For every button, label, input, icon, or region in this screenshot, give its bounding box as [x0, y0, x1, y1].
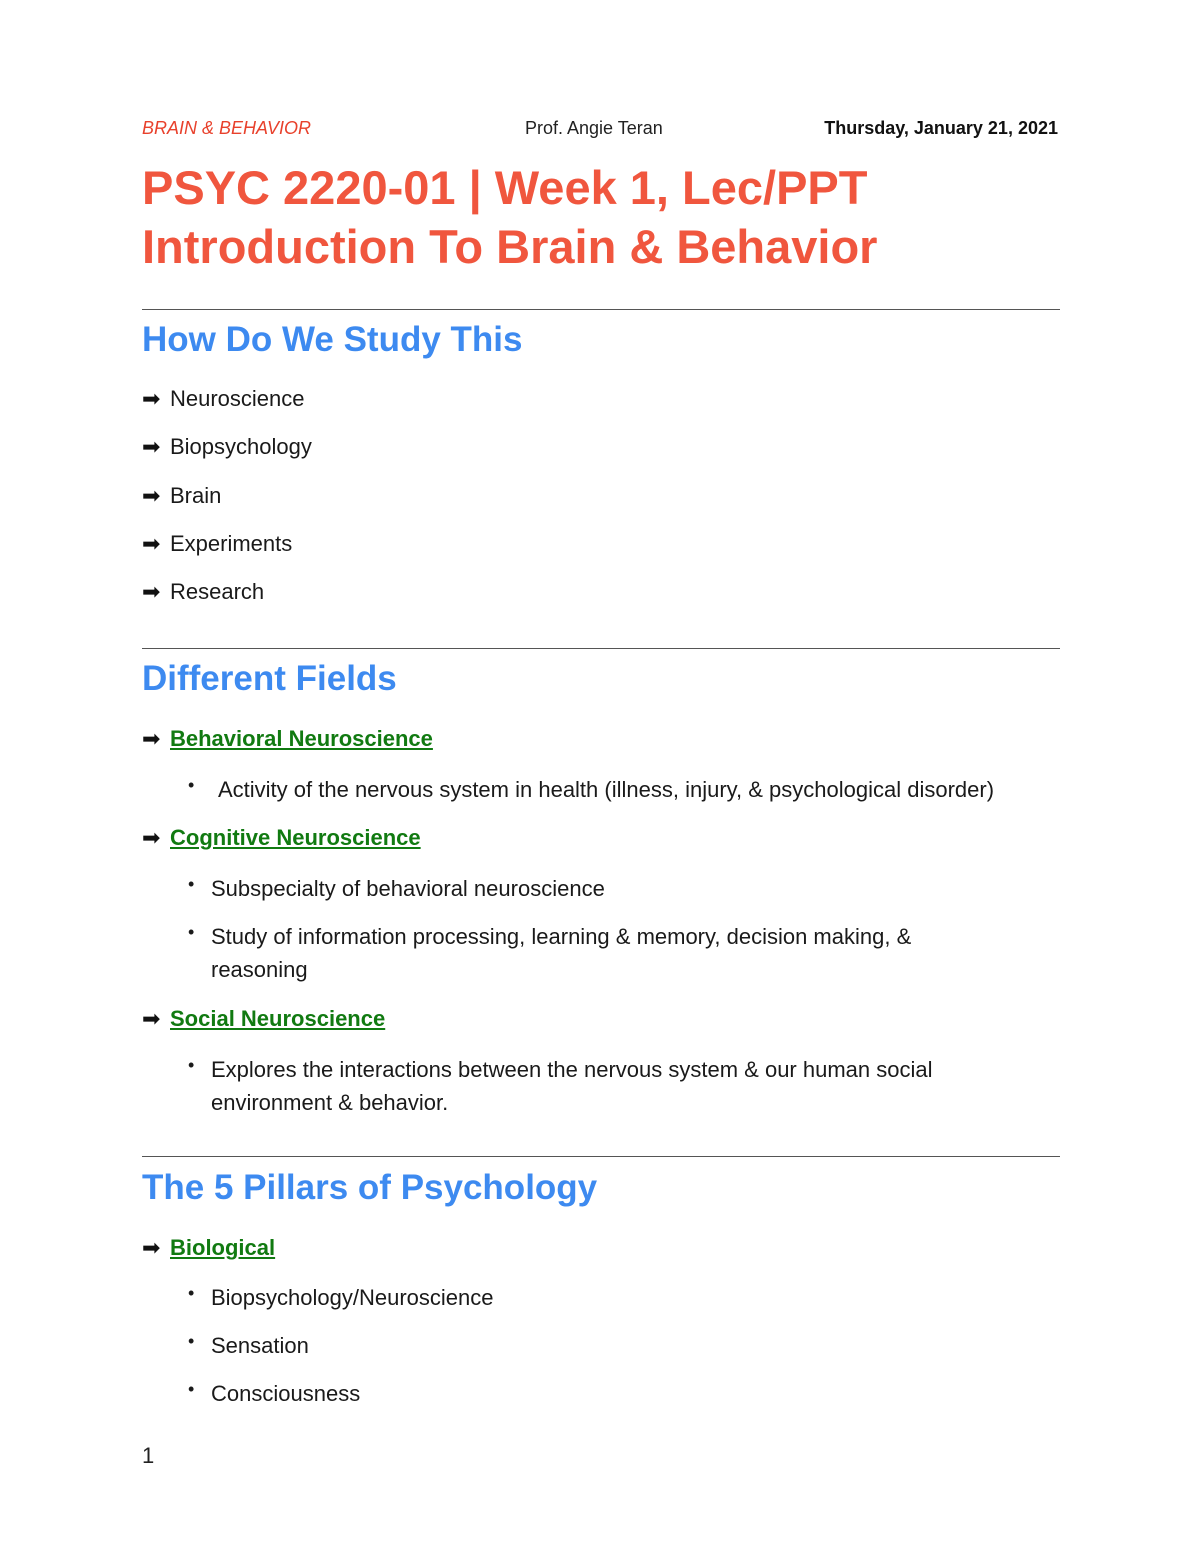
bullet-item: [188, 1377, 888, 1410]
course-name: BRAIN & BEHAVIOR: [142, 118, 312, 138]
pillar-item-biological: [142, 1235, 275, 1261]
bullet-item: [188, 773, 1068, 806]
field-item-social: [142, 1006, 385, 1032]
bullet-text: Explores the interactions between the nervous system & our human social environment & behavior.: [211, 1057, 933, 1115]
list-item-label: Neuroscience: [170, 386, 305, 411]
pillar-link-biological[interactable]: Biological: [170, 1235, 276, 1260]
arrow-right-icon: ➡: [142, 531, 161, 556]
bullet-item: [188, 872, 988, 905]
list-item-label: Biopsychology: [170, 434, 312, 459]
divider: [142, 1156, 1060, 1157]
arrow-right-icon: ➡: [142, 579, 161, 604]
bullet-text: Consciousness: [211, 1381, 361, 1406]
section-heading-pillars: The 5 Pillars of Psychology: [142, 1168, 598, 1207]
field-link-behavioral-neuroscience[interactable]: Behavioral Neuroscience: [170, 726, 433, 751]
bullet-text: Activity of the nervous system in health (illness, injury, & psychological disorder): [218, 777, 995, 802]
divider: [142, 648, 1060, 649]
list-item: [142, 483, 221, 509]
bullet-icon: •: [188, 922, 195, 942]
field-link-cognitive-neuroscience[interactable]: Cognitive Neuroscience: [170, 825, 421, 850]
field-item-cognitive: [142, 825, 421, 851]
bullet-text: Study of information processing, learning & memory, decision making, & reasoning: [211, 924, 912, 982]
bullet-text: Sensation: [211, 1333, 309, 1358]
field-link-social-neuroscience[interactable]: Social Neuroscience: [170, 1006, 386, 1031]
title-line-2: Introduction To Brain & Behavior: [142, 220, 878, 273]
bullet-item: [188, 1281, 888, 1314]
list-item-label: Experiments: [170, 531, 293, 556]
page-title: [142, 158, 1062, 276]
bullet-icon: •: [188, 874, 195, 894]
arrow-right-icon: ➡: [142, 483, 161, 508]
lecture-date: Thursday, January 21, 2021: [824, 118, 1058, 138]
arrow-right-icon: ➡: [142, 434, 161, 459]
section-heading-study: How Do We Study This: [142, 320, 523, 359]
arrow-right-icon: ➡: [142, 1235, 161, 1260]
field-item-behavioral: [142, 726, 433, 752]
bullet-icon: •: [188, 775, 195, 795]
section-heading-fields: Different Fields: [142, 659, 397, 698]
title-line-1: PSYC 2220-01 | Week 1, Lec/PPT: [142, 161, 868, 214]
bullet-item: [188, 1053, 998, 1119]
bullet-icon: •: [188, 1055, 195, 1075]
bullet-icon: •: [188, 1331, 195, 1351]
arrow-right-icon: ➡: [142, 825, 161, 850]
list-item-label: Brain: [170, 483, 222, 508]
bullet-item: [188, 920, 978, 986]
list-item: [142, 579, 264, 605]
list-item: [142, 434, 312, 460]
list-item: [142, 386, 305, 412]
bullet-icon: •: [188, 1283, 195, 1303]
list-item-label: Research: [170, 579, 265, 604]
divider: [142, 309, 1060, 310]
list-item: [142, 531, 292, 557]
bullet-item: [188, 1329, 888, 1362]
page-header: [142, 118, 1058, 142]
arrow-right-icon: ➡: [142, 726, 161, 751]
bullet-icon: •: [188, 1379, 195, 1399]
professor-name: Prof. Angie Teran: [525, 118, 663, 138]
page-number: 1: [142, 1443, 155, 1468]
arrow-right-icon: ➡: [142, 1006, 161, 1031]
arrow-right-icon: ➡: [142, 386, 161, 411]
bullet-text: Subspecialty of behavioral neuroscience: [211, 876, 605, 901]
bullet-text: Biopsychology/Neuroscience: [211, 1285, 494, 1310]
